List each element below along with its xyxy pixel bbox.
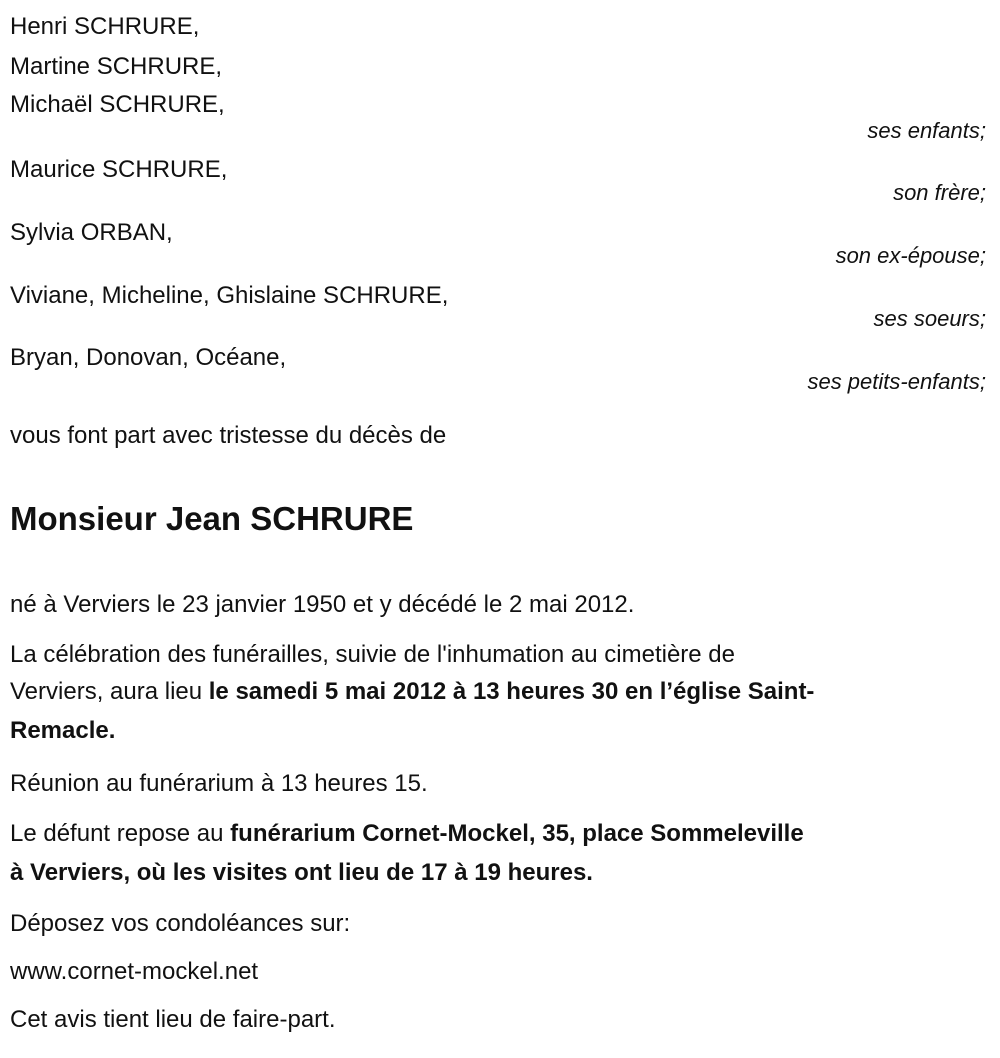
family-name: Viviane, Micheline, Ghislaine SCHRURE, <box>10 282 449 309</box>
birth-death-text: né à Verviers le 23 janvier 1950 et y décédé le 2 mai 2012. <box>10 591 635 618</box>
ceremony-details: Remacle. <box>10 717 116 744</box>
repose-details: funérarium Cornet-Mockel, 35, place Sommeleville <box>230 820 804 847</box>
ceremony-line <box>10 717 115 745</box>
meeting-text: Réunion au funérarium à 13 heures 15. <box>10 770 428 797</box>
ceremony-text: Verviers, aura lieu <box>10 678 209 705</box>
family-name: Henri SCHRURE, <box>10 13 200 40</box>
relation-label: son frère; <box>893 180 986 205</box>
announcement-text: vous font part avec tristesse du décès de <box>10 422 447 449</box>
ceremony-details: le samedi 5 mai 2012 à 13 heures 30 en l’église Saint- <box>208 678 815 705</box>
repose-text: Le défunt repose au <box>10 820 231 847</box>
closing-text: Cet avis tient lieu de faire-part. <box>10 1006 336 1033</box>
relation-label: ses enfants; <box>867 118 986 143</box>
ceremony-line <box>10 678 814 706</box>
website-link[interactable]: www.cornet-mockel.net <box>10 958 259 985</box>
relation-label: son ex-épouse; <box>835 243 986 268</box>
repose-details: à Verviers, où les visites ont lieu de 17 à 19 heures. <box>10 859 593 886</box>
relation-label: ses soeurs; <box>873 306 986 331</box>
family-name: Michaël SCHRURE, <box>10 91 225 118</box>
repose-line <box>10 820 804 848</box>
family-name: Sylvia ORBAN, <box>10 219 173 246</box>
deceased-name: Monsieur Jean SCHRURE <box>10 500 414 537</box>
repose-line <box>10 859 593 887</box>
family-name: Maurice SCHRURE, <box>10 156 228 183</box>
condolences-label: Déposez vos condoléances sur: <box>10 910 351 937</box>
family-name: Martine SCHRURE, <box>10 53 223 80</box>
ceremony-line: La célébration des funérailles, suivie de l'inhumation au cimetière de <box>10 641 736 668</box>
family-name: Bryan, Donovan, Océane, <box>10 344 287 371</box>
relation-label: ses petits-enfants; <box>807 369 986 394</box>
